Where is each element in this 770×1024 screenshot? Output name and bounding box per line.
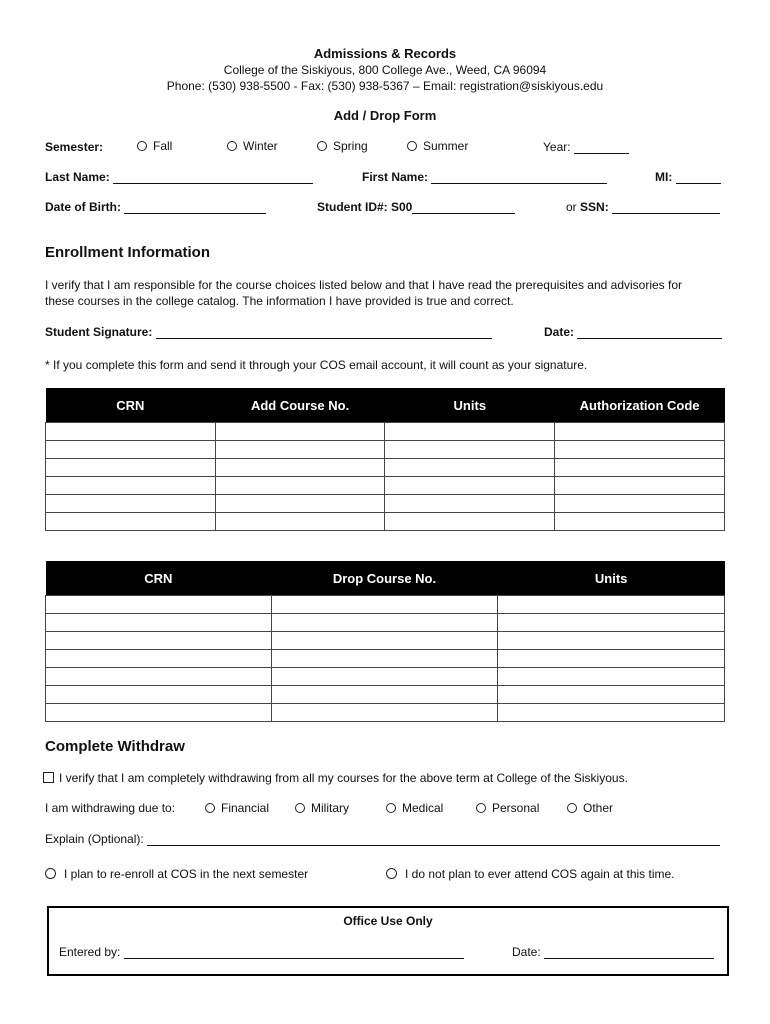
drop-table-cell[interactable] xyxy=(46,650,272,668)
reenroll-option[interactable]: I plan to re-enroll at COS in the next semester xyxy=(45,867,308,881)
add-header-units: Units xyxy=(385,388,555,423)
office-date-field[interactable]: Date: xyxy=(512,945,714,959)
drop-course-table xyxy=(45,561,725,722)
table-row xyxy=(46,614,725,632)
add-table-cell[interactable] xyxy=(385,441,555,459)
last-name-input-line[interactable] xyxy=(113,170,313,184)
reason-option-military[interactable]: Military xyxy=(295,801,349,815)
withdraw-heading: Complete Withdraw xyxy=(45,738,185,755)
header-address: College of the Siskiyous, 800 College Ave., Weed, CA 96094 xyxy=(223,63,547,77)
year-input-line[interactable] xyxy=(574,140,629,154)
drop-table-cell[interactable] xyxy=(271,632,498,650)
signature-date-input-line[interactable] xyxy=(577,325,722,339)
dob-input-line[interactable] xyxy=(124,200,266,214)
withdraw-reason-label: I am withdrawing due to: xyxy=(45,801,176,815)
drop-table-header xyxy=(46,561,725,596)
header-title: Admissions & Records xyxy=(313,46,457,61)
entered-by-input-line[interactable] xyxy=(124,945,464,959)
drop-table-cell[interactable] xyxy=(498,686,725,704)
add-table-cell[interactable] xyxy=(215,459,385,477)
add-table-cell[interactable] xyxy=(215,477,385,495)
table-row xyxy=(46,650,725,668)
office-title: Office Use Only xyxy=(343,914,433,928)
semester-option-spring[interactable]: Spring xyxy=(317,139,368,153)
add-table-cell[interactable] xyxy=(385,423,555,441)
drop-table-cell[interactable] xyxy=(46,596,272,614)
table-row xyxy=(46,596,725,614)
student-id-input-line[interactable] xyxy=(412,200,515,214)
drop-table-cell[interactable] xyxy=(271,704,498,722)
last-name-field[interactable]: Last Name: xyxy=(45,170,313,184)
withdraw-verify-checkbox[interactable]: I verify that I am completely withdrawing from all my courses for the above term at College of the Siskiyous. xyxy=(43,771,628,785)
add-table-cell[interactable] xyxy=(215,423,385,441)
add-table-cell[interactable] xyxy=(46,513,216,531)
table-row xyxy=(46,513,725,531)
ssn-input-line[interactable] xyxy=(612,200,720,214)
enrollment-heading: Enrollment Information xyxy=(45,244,210,261)
drop-table-cell[interactable] xyxy=(46,686,272,704)
drop-table-cell[interactable] xyxy=(46,614,272,632)
add-table-cell[interactable] xyxy=(555,459,725,477)
no-return-option[interactable]: I do not plan to ever attend COS again at this time. xyxy=(386,867,675,881)
add-table-cell[interactable] xyxy=(385,513,555,531)
email-signature-note: * If you complete this form and send it through your COS email account, it will count as your signature. xyxy=(45,358,588,372)
drop-table-cell[interactable] xyxy=(498,614,725,632)
enrollment-verify-line1: I verify that I am responsible for the course choices listed below and that I have read the prerequisites and advisories for xyxy=(45,278,683,292)
drop-table-cell[interactable] xyxy=(498,650,725,668)
drop-header-units: Units xyxy=(498,561,725,596)
year-field[interactable]: Year: xyxy=(543,140,629,154)
table-row xyxy=(46,704,725,722)
semester-label: Semester: xyxy=(45,140,104,154)
add-table-cell[interactable] xyxy=(46,495,216,513)
add-table-cell[interactable] xyxy=(46,441,216,459)
mi-field[interactable]: MI: xyxy=(655,170,721,184)
add-table-cell[interactable] xyxy=(215,495,385,513)
radio-icon[interactable] xyxy=(45,868,56,879)
radio-icon[interactable] xyxy=(476,803,486,813)
explain-field[interactable]: Explain (Optional): xyxy=(45,832,720,846)
add-table-cell[interactable] xyxy=(46,459,216,477)
office-use-box xyxy=(47,906,729,976)
add-table-cell[interactable] xyxy=(385,459,555,477)
table-row xyxy=(46,686,725,704)
form-title: Add / Drop Form xyxy=(333,108,437,123)
drop-table-cell[interactable] xyxy=(271,686,498,704)
radio-icon[interactable] xyxy=(407,141,417,151)
signature-date-field[interactable]: Date: xyxy=(544,325,722,339)
drop-table-cell[interactable] xyxy=(271,596,498,614)
office-date-input-line[interactable] xyxy=(544,945,714,959)
drop-table-cell[interactable] xyxy=(498,668,725,686)
radio-icon[interactable] xyxy=(137,141,147,151)
reason-option-other[interactable]: Other xyxy=(567,801,613,815)
table-row xyxy=(46,423,725,441)
add-table-cell[interactable] xyxy=(555,495,725,513)
drop-table-cell[interactable] xyxy=(46,668,272,686)
add-course-table xyxy=(45,388,725,531)
ssn-field[interactable]: or SSN: xyxy=(566,200,720,214)
add-table-cell[interactable] xyxy=(555,423,725,441)
add-table-cell[interactable] xyxy=(215,513,385,531)
table-row xyxy=(46,441,725,459)
table-row xyxy=(46,632,725,650)
drop-header-course: Drop Course No. xyxy=(271,561,498,596)
add-header-course: Add Course No. xyxy=(215,388,385,423)
drop-table-cell[interactable] xyxy=(498,596,725,614)
drop-table-cell[interactable] xyxy=(46,704,272,722)
header-contact: Phone: (530) 938-5500 - Fax: (530) 938-5367 – Email: registration@siskiyous.edu xyxy=(166,79,604,93)
drop-table-cell[interactable] xyxy=(271,668,498,686)
drop-header-crn: CRN xyxy=(46,561,272,596)
explain-input-line[interactable] xyxy=(147,832,720,846)
semester-option-summer[interactable]: Summer xyxy=(407,139,468,153)
semester-option-fall[interactable]: Fall xyxy=(137,139,172,153)
table-row xyxy=(46,495,725,513)
mi-input-line[interactable] xyxy=(676,170,721,184)
add-table-cell[interactable] xyxy=(46,477,216,495)
add-table-cell[interactable] xyxy=(215,441,385,459)
drop-table-cell[interactable] xyxy=(498,704,725,722)
semester-option-winter[interactable]: Winter xyxy=(227,139,278,153)
radio-icon[interactable] xyxy=(386,803,396,813)
add-table-cell[interactable] xyxy=(46,423,216,441)
drop-table-cell[interactable] xyxy=(46,632,272,650)
add-table-cell[interactable] xyxy=(385,495,555,513)
reason-option-financial[interactable]: Financial xyxy=(205,801,269,815)
enrollment-verify-line2: these courses in the college catalog. The information I have provided is true and correct. xyxy=(45,294,514,308)
reason-option-medical[interactable]: Medical xyxy=(386,801,443,815)
add-table-header xyxy=(46,388,725,423)
first-name-input-line[interactable] xyxy=(431,170,607,184)
add-table-cell[interactable] xyxy=(555,477,725,495)
table-row xyxy=(46,668,725,686)
drop-table-cell[interactable] xyxy=(271,614,498,632)
drop-table-cell[interactable] xyxy=(271,650,498,668)
add-header-crn: CRN xyxy=(46,388,216,423)
radio-icon[interactable] xyxy=(205,803,215,813)
drop-table-cell[interactable] xyxy=(498,632,725,650)
table-row xyxy=(46,477,725,495)
radio-icon[interactable] xyxy=(386,868,397,879)
radio-icon[interactable] xyxy=(317,141,327,151)
radio-icon[interactable] xyxy=(295,803,305,813)
add-table-cell[interactable] xyxy=(385,477,555,495)
dob-field[interactable]: Date of Birth: xyxy=(45,200,266,214)
student-id-field[interactable]: Student ID#: S00 xyxy=(317,200,515,214)
student-signature-field[interactable]: Student Signature: xyxy=(45,325,492,339)
reason-option-personal[interactable]: Personal xyxy=(476,801,539,815)
signature-input-line[interactable] xyxy=(156,325,492,339)
checkbox-icon[interactable] xyxy=(43,772,54,783)
first-name-field[interactable]: First Name: xyxy=(362,170,607,184)
add-table-cell[interactable] xyxy=(555,441,725,459)
add-table-cell[interactable] xyxy=(555,513,725,531)
radio-icon[interactable] xyxy=(567,803,577,813)
add-header-auth: Authorization Code xyxy=(555,388,725,423)
table-row xyxy=(46,459,725,477)
entered-by-field[interactable]: Entered by: xyxy=(59,945,464,959)
radio-icon[interactable] xyxy=(227,141,237,151)
